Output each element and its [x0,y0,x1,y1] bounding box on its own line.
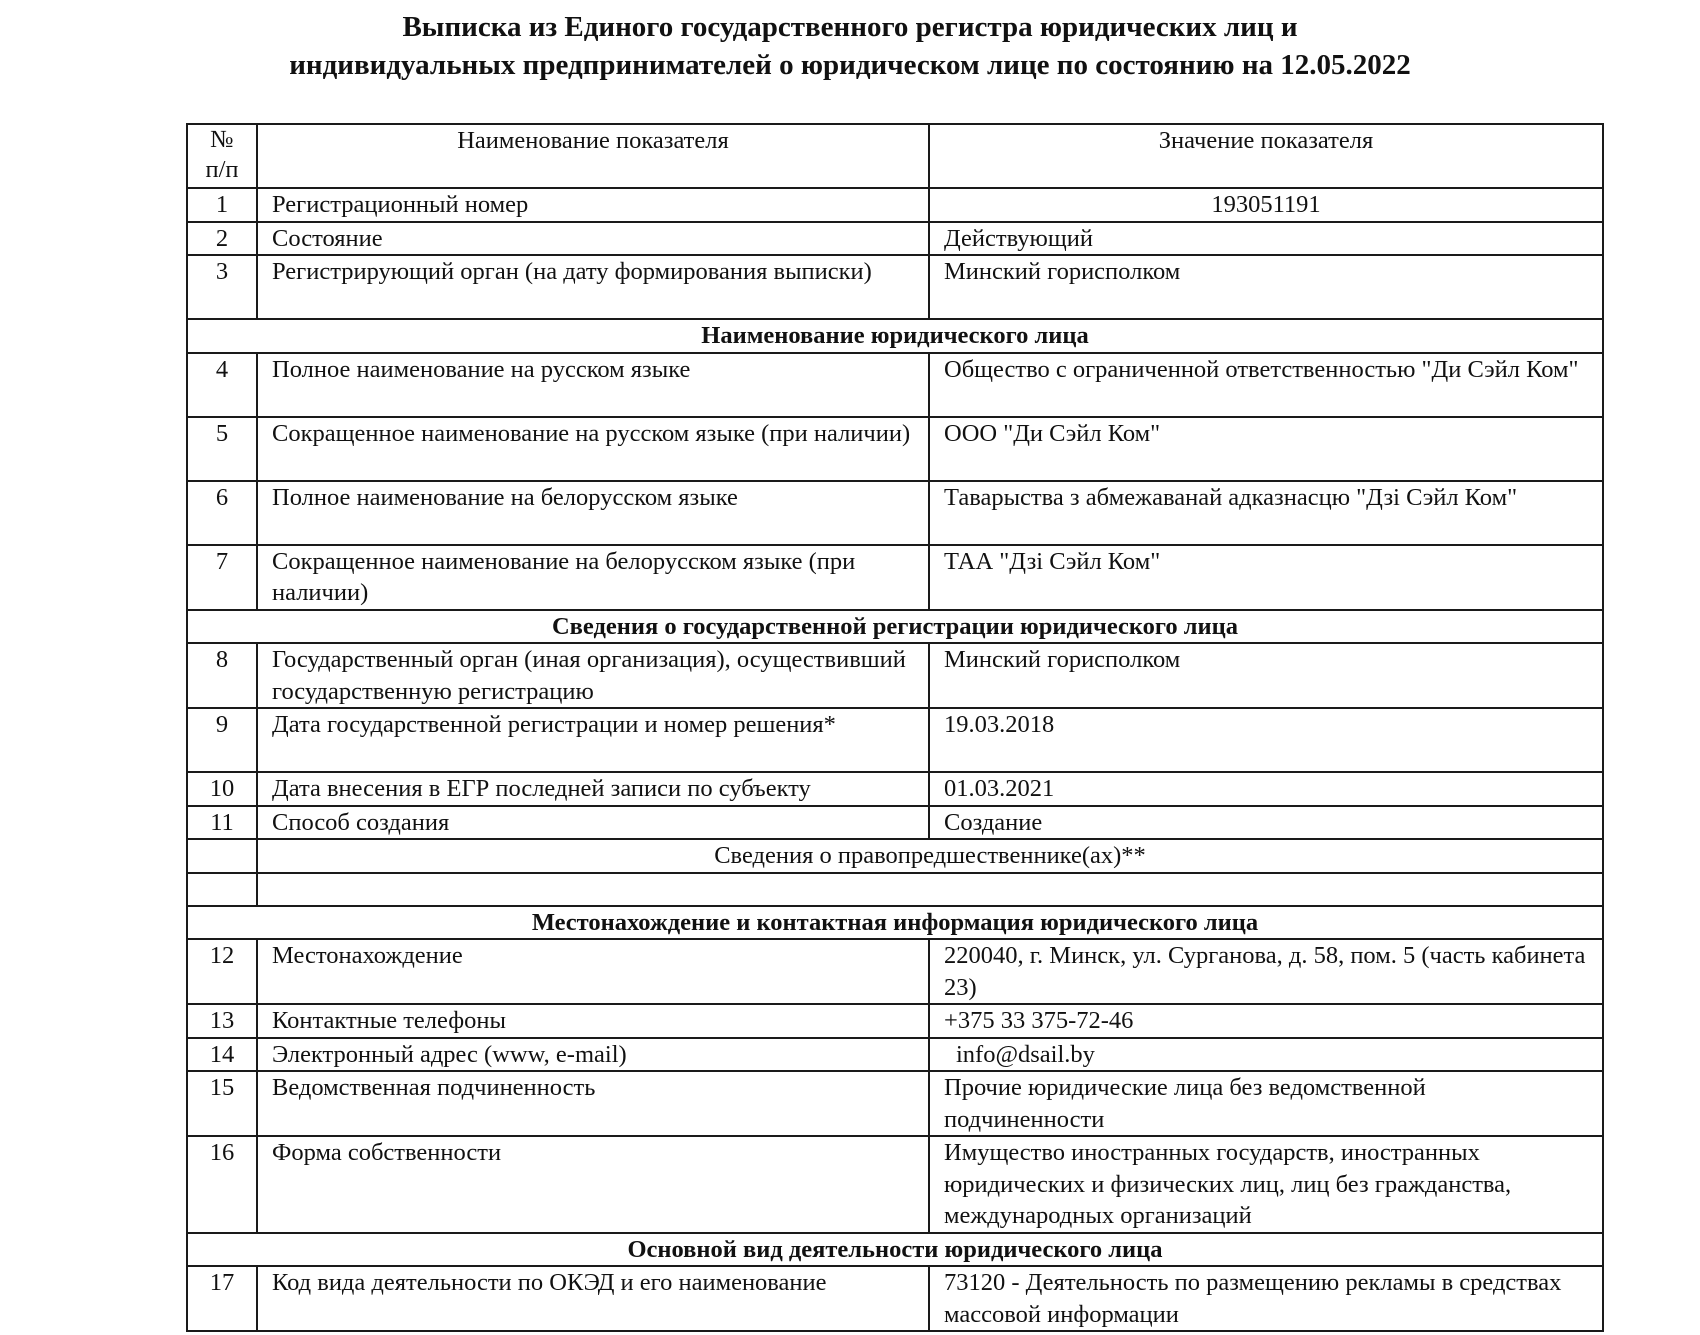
row-value: Создание [929,806,1603,840]
table-row [187,1004,1603,1038]
row-number: 12 [187,939,257,1004]
table-row [187,222,1603,256]
row-label: Сокращенное наименование на белорусском языке (при наличии) [257,545,929,610]
table-row [187,1136,1603,1233]
row-value: Имущество иностранных государств, иностранных юридических и физических лиц, лиц без гражданства, международных организаций [929,1136,1603,1233]
row-label: Полное наименование на русском языке [257,353,929,417]
document-title [0,8,1700,84]
empty-row [187,873,1603,906]
row-number: 11 [187,806,257,840]
header-number [187,124,257,188]
row-number: 9 [187,708,257,772]
row-label: Регистрирующий орган (на дату формирования выписки) [257,255,929,319]
row-value: Общество с ограниченной ответственностью "Ди Сэйл Ком" [929,353,1603,417]
table-row [187,708,1603,772]
row-label: Контактные телефоны [257,1004,929,1038]
row-value: ООО "Ди Сэйл Ком" [929,417,1603,481]
section-row [187,1233,1603,1267]
section-heading-location: Местонахождение и контактная информация юридического лица [187,906,1603,940]
row-value: info@dsail.by [929,1038,1603,1072]
row-number: 7 [187,545,257,610]
row-value: 193051191 [929,188,1603,222]
row-label: Ведомственная подчиненность [257,1071,929,1136]
row-number: 14 [187,1038,257,1072]
table-row [187,939,1603,1004]
row-number: 10 [187,772,257,806]
table-row [187,188,1603,222]
row-value: Таварыства з абмежаванай адказнасцю "Дзі Сэйл Ком" [929,481,1603,545]
table-row [187,255,1603,319]
section-heading-legal-name: Наименование юридического лица [187,319,1603,353]
row-number: 8 [187,643,257,708]
subsection-heading-predecessors: Сведения о правопредшественнике(ах)** [257,839,1603,873]
header-indicator-value: Значение показателя [929,124,1603,188]
document-title-line2: индивидуальных предпринимателей о юридическом лице по состоянию на 12.05.2022 [289,49,1411,81]
row-label: Государственный орган (иная организация), осуществивший государственную регистрацию [257,643,929,708]
row-label: Местонахождение [257,939,929,1004]
row-value: Действующий [929,222,1603,256]
subsection-row [187,839,1603,873]
row-label: Код вида деятельности по ОКЭД и его наименование [257,1266,929,1331]
row-label: Состояние [257,222,929,256]
row-label: Электронный адрес (www, e-mail) [257,1038,929,1072]
table-row [187,772,1603,806]
row-number: 1 [187,188,257,222]
table-row [187,545,1603,610]
section-row [187,906,1603,940]
table-row [187,417,1603,481]
row-value: Минский горисполком [929,255,1603,319]
row-number-empty [187,839,257,873]
row-label: Форма собственности [257,1136,929,1233]
table-row [187,1038,1603,1072]
row-label: Дата государственной регистрации и номер решения* [257,708,929,772]
row-value: 01.03.2021 [929,772,1603,806]
table-header-row [187,124,1603,188]
registry-extract-table [186,123,1604,1332]
row-value: ТАА "Дзі Сэйл Ком" [929,545,1603,610]
row-value: 220040, г. Минск, ул. Сурганова, д. 58, пом. 5 (часть кабинета 23) [929,939,1603,1004]
section-heading-registration: Сведения о государственной регистрации юридического лица [187,610,1603,644]
row-number-empty [187,873,257,906]
row-empty-cell [257,873,1603,906]
table-row [187,353,1603,417]
header-number-line1: № [210,126,234,153]
header-number-line2: п/п [205,156,239,183]
table-row [187,1266,1603,1331]
table-row [187,643,1603,708]
row-label: Дата внесения в ЕГР последней записи по субъекту [257,772,929,806]
section-row [187,610,1603,644]
table-row [187,481,1603,545]
table-row [187,806,1603,840]
row-number: 15 [187,1071,257,1136]
row-value: Прочие юридические лица без ведомственной подчиненности [929,1071,1603,1136]
row-value: 19.03.2018 [929,708,1603,772]
row-value: Минский горисполком [929,643,1603,708]
row-number: 3 [187,255,257,319]
row-number: 4 [187,353,257,417]
row-number: 6 [187,481,257,545]
row-label: Регистрационный номер [257,188,929,222]
row-label: Сокращенное наименование на русском языке (при наличии) [257,417,929,481]
row-value: 73120 - Деятельность по размещению рекламы в средствах массовой информации [929,1266,1603,1331]
row-label: Полное наименование на белорусском языке [257,481,929,545]
row-number: 13 [187,1004,257,1038]
row-number: 16 [187,1136,257,1233]
section-row [187,319,1603,353]
table-row [187,1071,1603,1136]
row-number: 5 [187,417,257,481]
header-indicator-name: Наименование показателя [257,124,929,188]
section-heading-activity: Основной вид деятельности юридического лица [187,1233,1603,1267]
row-label: Способ создания [257,806,929,840]
row-number: 2 [187,222,257,256]
document-title-line1: Выписка из Единого государственного регистра юридических лиц и [402,11,1298,43]
row-number: 17 [187,1266,257,1331]
row-value: +375 33 375-72-46 [929,1004,1603,1038]
